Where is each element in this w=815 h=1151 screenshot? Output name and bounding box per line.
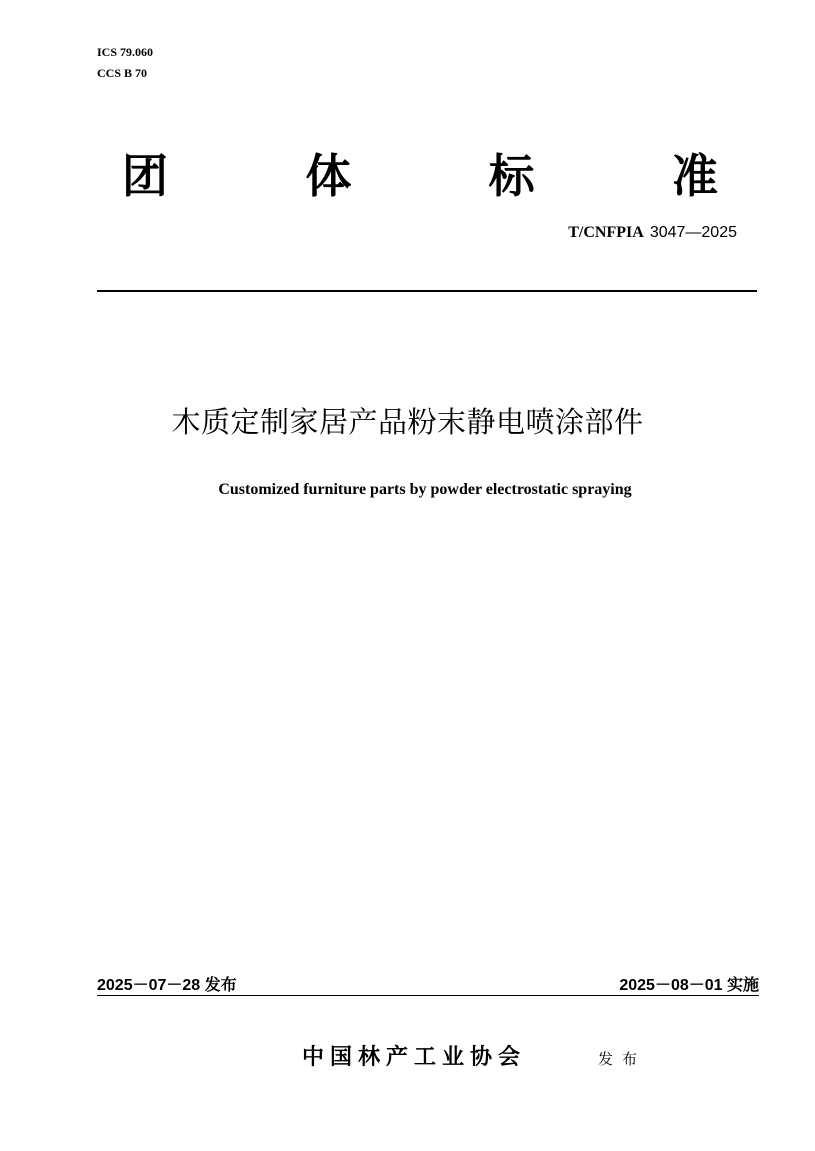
date-row <box>97 975 759 997</box>
document-type-char: 准 <box>671 149 718 203</box>
effective-date: 2025－08－01 实施 <box>619 977 759 994</box>
ics-code: ICS 79.060 <box>97 45 154 59</box>
ccs-code: CCS B 70 <box>97 66 148 80</box>
standard-number-prefix: T/CNFPIA <box>568 224 644 241</box>
document-type-char: 团 <box>122 149 168 203</box>
top-divider <box>97 290 757 292</box>
issuer-action: 发布 <box>598 1050 647 1068</box>
classification-codes <box>97 42 153 84</box>
document-type-char: 标 <box>488 149 535 203</box>
publish-date: 2025－07－28 发布 <box>97 977 237 994</box>
issuer-name: 中国林产工业协会 <box>302 1045 527 1070</box>
standard-number <box>568 222 737 244</box>
document-type-heading <box>115 148 725 204</box>
title-english: Customized furniture parts by powder electrostatic spraying <box>218 481 632 498</box>
standard-number-value: 3047—2025 <box>649 224 737 241</box>
document-type-char: 体 <box>305 149 352 203</box>
title-chinese: 木质定制家居产品粉末静电喷涂部件 <box>171 405 644 439</box>
bottom-divider <box>97 995 759 996</box>
